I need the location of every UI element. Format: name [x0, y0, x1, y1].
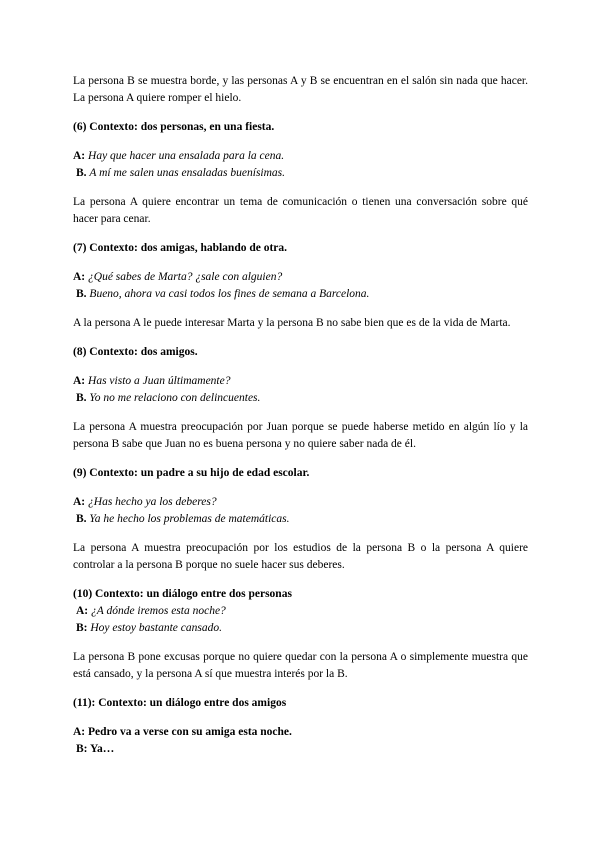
- speaker-a-text: ¿A dónde iremos esta noche?: [91, 605, 226, 617]
- speaker-b-text: Bueno, ahora va casi todos los fines de semana a Barcelona.: [89, 288, 370, 300]
- section-8-explanation: La persona A muestra preocupación por Juan porque se puede haberse metido en algún lío y la persona B sabe que Juan no es buena persona y no quiere saber nada de él.: [73, 421, 528, 450]
- section-7-heading: (7) Contexto: dos amigas, hablando de otra.: [73, 242, 288, 254]
- speaker-a-text: ¿Has hecho ya los deberes?: [88, 496, 217, 508]
- section-9-line-a: [73, 494, 528, 511]
- section-6-heading: (6) Contexto: dos personas, en una fiesta.: [73, 121, 275, 133]
- intro-paragraph: La persona B se muestra borde, y las personas A y B se encuentran en el salón sin nada que hacer. La persona A quiere romper el hielo.: [73, 75, 528, 104]
- section-10-explanation: La persona B pone excusas porque no quiere quedar con la persona A o simplemente muestra que está cansado, y la persona A sí que muestra interés por la B.: [73, 651, 528, 680]
- section-10-line-b: [73, 620, 528, 637]
- speaker-a-label: A:: [76, 605, 89, 617]
- section-10-heading: (10) Contexto: un diálogo entre dos personas: [73, 588, 292, 600]
- speaker-b-text: A mí me salen unas ensaladas buenísimas.: [89, 167, 286, 179]
- speaker-a-label: A:: [73, 496, 86, 508]
- speaker-b-text: Yo no me relaciono con delincuentes.: [89, 392, 261, 404]
- section-9-line-b: [73, 511, 528, 528]
- speaker-b-text: Hoy estoy bastante cansado.: [90, 622, 222, 634]
- speaker-b-label: B.: [76, 392, 87, 404]
- speaker-b-label: B:: [76, 622, 88, 634]
- section-6-explanation: La persona A quiere encontrar un tema de comunicación o tienen una conversación sobre qué hacer para cenar.: [73, 196, 528, 225]
- section-8-line-a: [73, 373, 528, 390]
- section-7-explanation: A la persona A le puede interesar Marta y la persona B no sabe bien que es de la vida de Marta.: [73, 317, 511, 329]
- speaker-b-label: B.: [76, 288, 87, 300]
- speaker-b-text: Ya he hecho los problemas de matemáticas.: [89, 513, 290, 525]
- section-8-line-b: [73, 390, 528, 407]
- speaker-a-label: A:: [73, 375, 86, 387]
- speaker-a-text: Hay que hacer una ensalada para la cena.: [88, 150, 285, 162]
- document-page: [73, 73, 528, 758]
- section-10-line-a: [73, 603, 528, 620]
- section-6-line-a: [73, 148, 528, 165]
- section-11-line-b: B: Ya…: [76, 743, 115, 755]
- speaker-a-text: Has visto a Juan últimamente?: [88, 375, 231, 387]
- section-11-heading: (11): Contexto: un diálogo entre dos amigos: [73, 697, 287, 709]
- section-9-heading: (9) Contexto: un padre a su hijo de edad escolar.: [73, 467, 310, 479]
- speaker-b-label: B.: [76, 513, 87, 525]
- section-6-line-b: [73, 165, 528, 182]
- speaker-a-label: A:: [73, 271, 86, 283]
- speaker-a-text: ¿Qué sabes de Marta? ¿sale con alguien?: [88, 271, 283, 283]
- section-7-line-a: [73, 269, 528, 286]
- section-9-explanation: La persona A muestra preocupación por los estudios de la persona B o la persona A quiere controlar a la persona B porque no suele hacer sus deberes.: [73, 542, 528, 571]
- section-7-line-b: [73, 286, 528, 303]
- section-11-line-a: A: Pedro va a verse con su amiga esta noche.: [73, 726, 292, 738]
- section-8-heading: (8) Contexto: dos amigos.: [73, 346, 198, 358]
- speaker-a-label: A:: [73, 150, 86, 162]
- speaker-b-label: B.: [76, 167, 87, 179]
